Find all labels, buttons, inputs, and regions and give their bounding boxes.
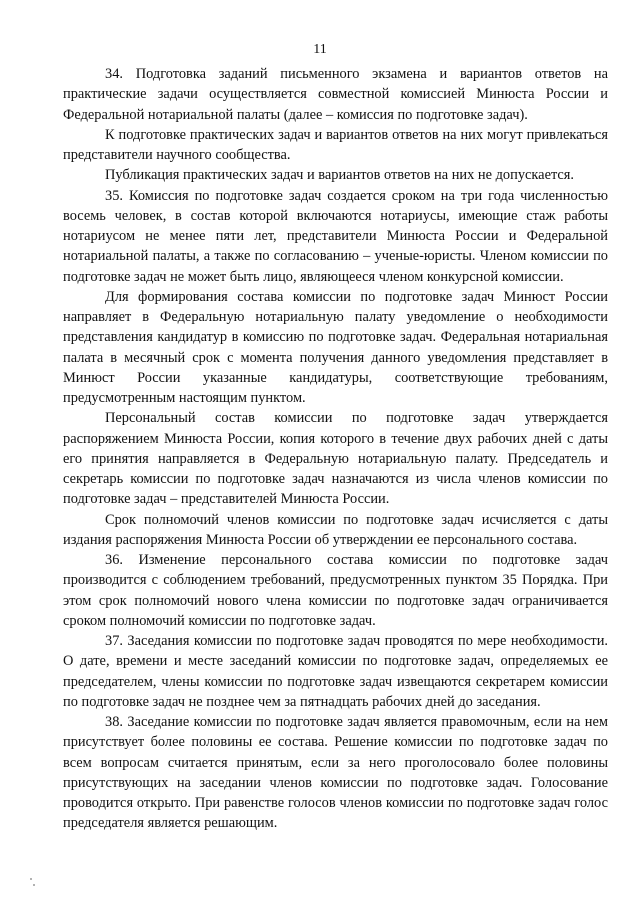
paragraph-item-38: 38. Заседание комиссии по подготовке задач является правомочным, если на нем присутствует более половины ее состава. Решение комиссии по подготовке задач по всем вопросам считается принятым, если за него проголосовало более половины присутствующих на заседании членов комиссии по подготовке задач. Голосование проводится открыто. При равенстве голосов членов комиссии по подготовке задач голос председателя является решающим. [63,714,608,832]
paragraph-item-35: 35. Комиссия по подготовке задач создается сроком на три года численностью восемь человек, в состав которой включаются нотариусы, имеющие стаж работы нотариусом не менее пяти лет, представители Минюста России и Федеральной нотариальной палаты, а также по согласованию – ученые-юристы. Членом комиссии по подготовке задач не может быть лицо, являющееся членом конкурсной комиссии. [63,187,608,285]
document-body [63,64,608,834]
scan-speck [33,884,35,886]
paragraph-item-34: 34. Подготовка заданий письменного экзамена и вариантов ответов на практические задачи осуществляется совместной комиссией Минюста России и Федеральной нотариальной палаты (далее – комиссия по подготовке задач). [63,66,608,123]
scan-speck [30,878,32,880]
paragraph-term-of-office: Срок полномочий членов комиссии по подготовке задач исчисляется с даты издания распоряжения Минюста России об утверждении ее персонального состава. [63,511,608,548]
paragraph-practical-tasks-preparers: К подготовке практических задач и вариантов ответов на них могут привлекаться представители научного сообщества. [63,126,608,163]
paragraph-publication-ban: Публикация практических задач и вариантов ответов на них не допускается. [105,167,575,184]
paragraph-item-36: 36. Изменение персонального состава комиссии по подготовке задач производится с соблюдением требований, предусмотренных пунктом 35 Порядка. При этом срок полномочий нового члена комиссии по подготовке задач ограничивается сроком полномочий комиссии по подготовке задач. [63,552,608,629]
page-number: 11 [313,42,327,57]
paragraph-commission-formation: Для формирования состава комиссии по подготовке задач Минюст России направляет в Федеральную нотариальную палату уведомление о необходимости представления кандидатур в комиссию по подготовке задач. Федеральная нотариальная палата в месячный срок с момента получения данного уведомления представляет в Минюст России указанные кандидатуры, соответствующие требованиям, предусмотренным настоящим пунктом. [63,288,608,406]
paragraph-personal-composition: Персональный состав комиссии по подготовке задач утверждается распоряжением Минюста России, копия которого в течение двух рабочих дней с даты его принятия направляется в Федеральную нотариальную палату. Председатель и секретарь комиссии по подготовке задач назначаются из числа членов комиссии по подготовке задач – представителей Минюста России. [63,410,608,508]
paragraph-item-37: 37. Заседания комиссии по подготовке задач проводятся по мере необходимости. О дате, времени и месте заседаний комиссии по подготовке задач, определяемых ее председателем, члены комиссии по подготовке задач извещаются секретарем комиссии по подготовке задач не позднее чем за пятнадцать рабочих дней до заседания. [63,633,608,710]
